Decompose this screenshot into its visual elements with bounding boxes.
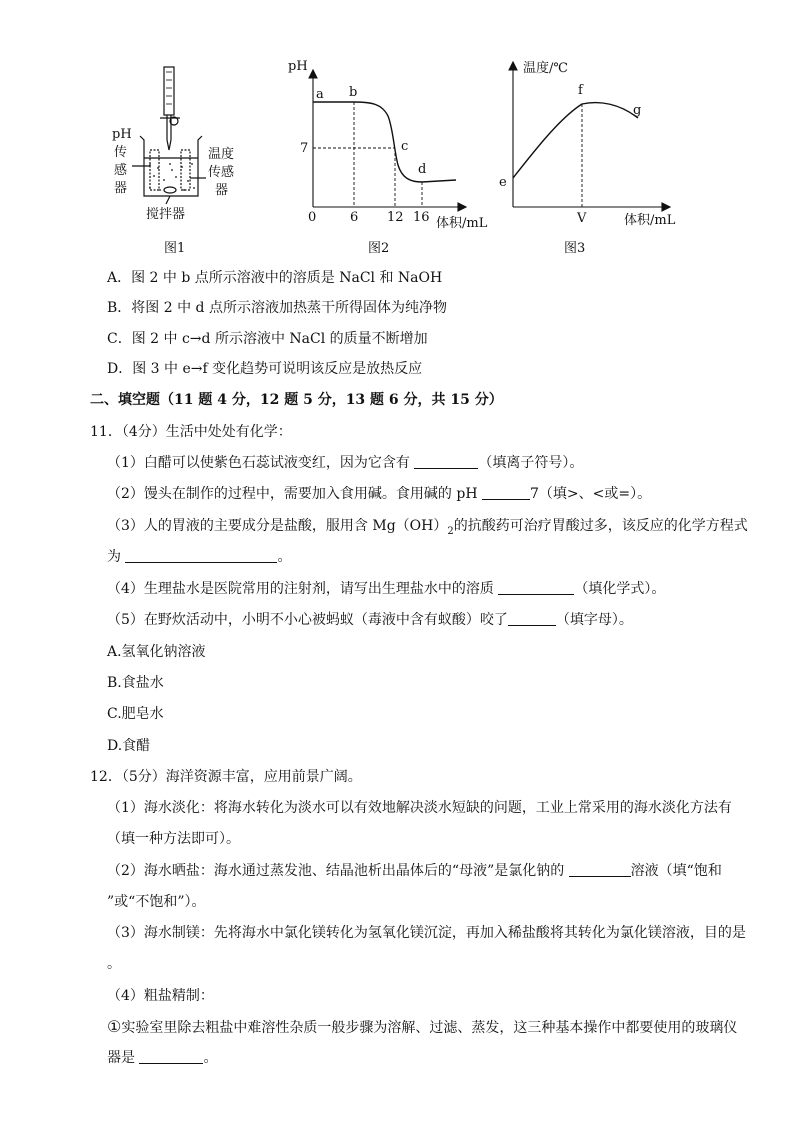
- q11-part-5: [107, 610, 633, 630]
- fig2-ph-curve: [313, 102, 456, 182]
- fig2-x-arrow-icon: [458, 203, 466, 211]
- q12-p2-blank[interactable]: [569, 862, 631, 877]
- q12-p5-text-b: 器是: [107, 1050, 140, 1066]
- fig2-xtick-12: 12: [387, 210, 404, 225]
- ph-sensor-label-4: 器: [114, 181, 128, 196]
- q11-choice-b: B.食盐水: [107, 675, 164, 691]
- fig3-y-label: 温度/℃: [523, 61, 568, 76]
- figure-3-caption: 图3: [564, 241, 586, 256]
- q11-p5-text-a: （5）在野炊活动中，小明不小心被蚂蚁（毒液中含有蚁酸）咬了: [107, 612, 508, 628]
- q11-choice-a: A.氢氧化钠溶液: [107, 644, 206, 660]
- fig2-xtick-16: 16: [413, 210, 430, 225]
- q12-part-4-item-1: [107, 1017, 737, 1038]
- q12-part-1-cont: （填一种方法即可）。: [107, 831, 240, 847]
- ph-sensor-icon: [150, 150, 159, 190]
- q12-p2-text-b: 溶液（填“饱和: [630, 863, 722, 879]
- q12-part-4: （4）粗盐精制：: [107, 988, 214, 1004]
- fig2-xtick-6: 6: [350, 210, 359, 225]
- fig3-point-f: f: [578, 83, 583, 98]
- fig3-x-arrow-icon: [662, 203, 670, 211]
- ph-sensor-label-1: pH: [112, 127, 132, 142]
- q12-part-3-cont: 。: [107, 956, 121, 972]
- figure-1-apparatus: [132, 67, 206, 204]
- figure-2-caption: 图2: [368, 241, 390, 256]
- q11-choice-d: D.食醋: [107, 738, 151, 754]
- fig3-point-e: e: [499, 175, 507, 190]
- q11-p2-text-b: 7（填>、<或=）。: [529, 486, 652, 502]
- figure-3-temperature-chart: [499, 60, 676, 256]
- fig2-point-a: a: [316, 87, 324, 102]
- q11-part-2: [107, 484, 651, 504]
- q11-p2-text-a: （2）馒头在制作的过程中，需要加入食用碱。食用碱的 pH: [107, 486, 482, 502]
- temp-sensor-label-1: 温度: [208, 147, 235, 162]
- q12-p5-blank[interactable]: [139, 1049, 203, 1064]
- option-d: D．图 3 中 e→f 变化趋势可说明该反应是放热反应: [107, 361, 423, 377]
- fig2-ytick-7: 7: [300, 141, 309, 156]
- q11-choice-c: C.肥皂水: [107, 706, 164, 722]
- burette-tube: [164, 67, 174, 115]
- figure-1-labels: [112, 127, 234, 256]
- temperature-sensor-icon: [181, 150, 190, 190]
- option-a: A．图 2 中 b 点所示溶液中的溶质是 NaCl 和 NaOH: [107, 270, 443, 286]
- q11-p1-text-b: （填离子符号）。: [478, 455, 584, 471]
- figures-area: [0, 0, 794, 270]
- q12-p2-text-a: （2）海水晒盐：海水通过蒸发池、结晶池析出晶体后的“母液”是氯化钠的: [107, 863, 569, 879]
- fig2-x-label: 体积/mL: [436, 216, 488, 231]
- q12-p5-text-c: 。: [203, 1050, 218, 1066]
- q11-p1-blank[interactable]: [414, 454, 478, 469]
- q12-part-4-item-1-cont: [107, 1048, 217, 1068]
- ph-sensor-label-3: 感: [114, 163, 128, 178]
- q12-part-1: （1）海水淡化：将海水转化为淡水可以有效地解决淡水短缺的问题，工业上常采用的海水淡化方法有: [107, 800, 732, 816]
- fig3-xtick-v: V: [577, 211, 587, 226]
- circled-number-1: ①: [107, 1017, 122, 1036]
- fig2-xtick-0: 0: [308, 210, 317, 225]
- q11-p2-blank[interactable]: [482, 485, 530, 500]
- fig2-y-label: pH: [288, 59, 308, 74]
- figure-1-caption: 图1: [164, 241, 186, 256]
- option-b: B．将图 2 中 d 点所示溶液加热蒸干所得固体为纯净物: [107, 300, 447, 316]
- q12-p5-text-a: 实验室里除去粗盐中难溶性杂质一般步骤为溶解、过滤、蒸发，这三种基本操作中都要使用的玻璃仪: [121, 1020, 738, 1036]
- q11-p3-text-a: （3）人的胃液的主要成分是盐酸，服用含 Mg（OH）: [107, 518, 448, 534]
- fig3-temperature-curve: [513, 103, 638, 178]
- q11-part-3: [107, 516, 748, 542]
- q11-part-1: [107, 453, 583, 473]
- q12-part-2-cont: ”或“不饱和”）。: [107, 894, 206, 910]
- fig2-point-c: c: [401, 139, 409, 154]
- fig2-y-arrow-icon: [309, 70, 317, 78]
- figure-2-ph-chart: [288, 59, 488, 256]
- fig2-point-b: b: [349, 85, 358, 100]
- q11-p1-text-a: （1）白醋可以使紫色石蕊试液变红，因为它含有: [107, 455, 415, 471]
- q11-p4-blank[interactable]: [498, 580, 574, 595]
- stirrer-label: 搅拌器: [146, 207, 186, 222]
- ph-sensor-label-2: 传: [114, 145, 128, 160]
- fig3-point-g: g: [633, 103, 642, 118]
- stirrer-icon: [164, 187, 176, 193]
- temp-sensor-label-2: 传感: [208, 165, 235, 180]
- q11-p3-blank[interactable]: [125, 548, 277, 563]
- fig3-x-label: 体积/mL: [624, 213, 676, 228]
- q11-p3-text-d: 。: [277, 549, 292, 565]
- fig2-point-d: d: [418, 162, 427, 177]
- q12-part-3: （3）海水制镁：先将海水中氯化镁转化为氢氧化镁沉淀，再加入稀盐酸将其转化为氯化镁溶液，目的是: [107, 925, 746, 941]
- q11-p5-text-b: （填字母）。: [555, 612, 633, 628]
- q12-part-2: [107, 861, 722, 881]
- q11-p4-text-b: （填化学式）。: [574, 581, 666, 597]
- temp-sensor-label-3: 器: [215, 183, 229, 198]
- q11-p3-text-c: 为: [107, 549, 126, 565]
- q11-p3-subscript: 2: [447, 525, 454, 537]
- q11-p5-blank[interactable]: [508, 611, 556, 626]
- q12-stem: 12．（5分）海洋资源丰富，应用前景广阔。: [90, 769, 362, 785]
- q11-stem: 11．（4分）生活中处处有化学：: [90, 424, 292, 440]
- q11-p4-text-a: （4）生理盐水是医院常用的注射剂，请写出生理盐水中的溶质: [107, 581, 499, 597]
- q11-part-3-cont: [107, 547, 291, 567]
- option-c: C．图 2 中 c→d 所示溶液中 NaCl 的质量不断增加: [107, 331, 428, 347]
- section-2-title: 二、填空题（11 题 4 分，12 题 5 分，13 题 6 分，共 15 分）: [90, 392, 503, 408]
- q11-p3-text-b: 的抗酸药可治疗胃酸过多，该反应的化学方程式: [453, 518, 748, 534]
- fig3-y-arrow-icon: [509, 62, 517, 70]
- q11-part-4: [107, 579, 665, 599]
